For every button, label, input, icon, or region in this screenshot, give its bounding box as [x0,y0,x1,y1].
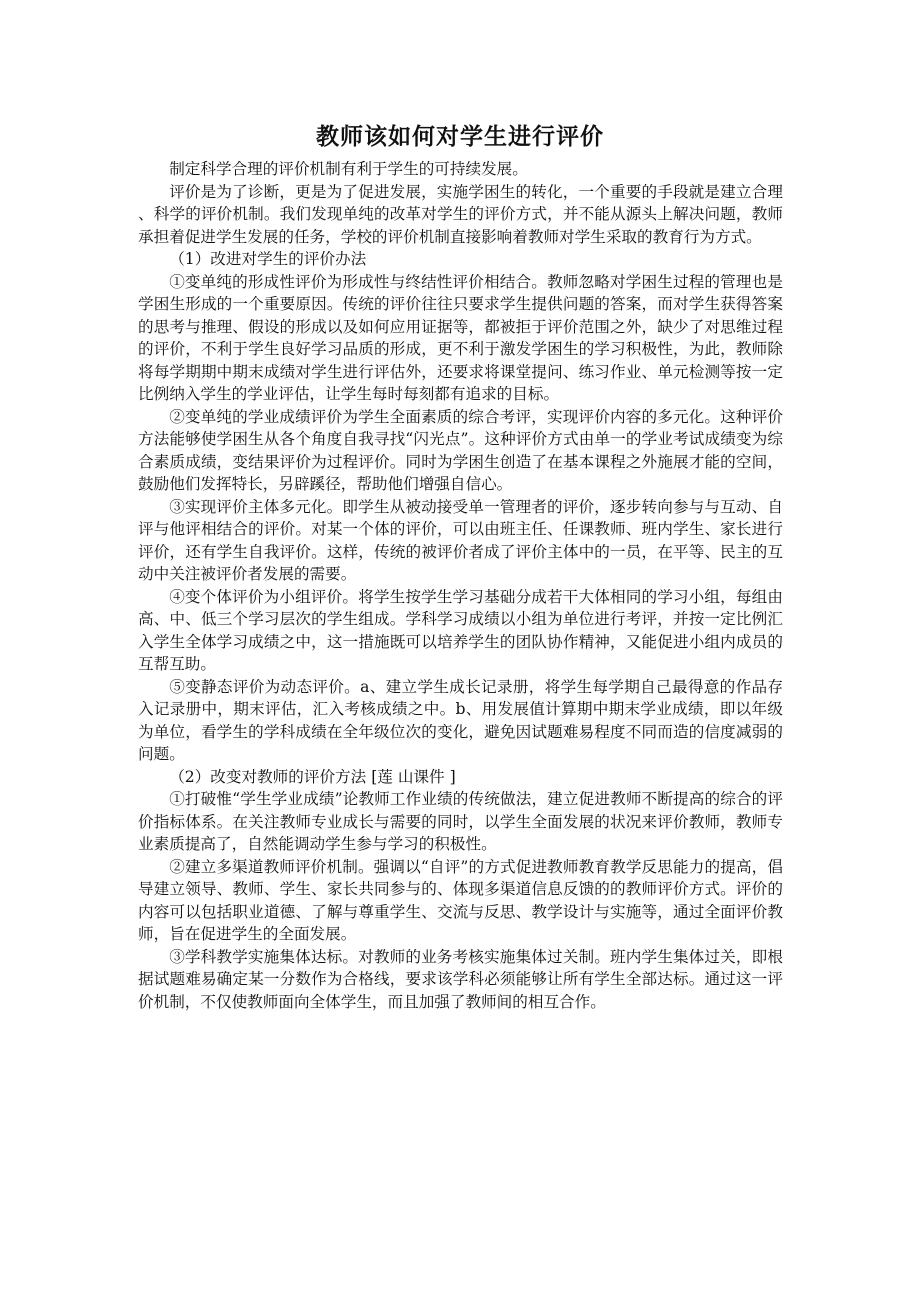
section-heading-teachers: （2）改变对教师的评价方法 [莲 山课件 ] [169,767,456,786]
paragraph-student-item-1: ①变单纯的形成性评价为形成性与终结性评价相结合。教师忽略对学困生过程的管理也是学困生形成的一个重要原因。传统的评价往往只要求学生提供问题的答案，而对学生获得答案的思考与推理、假设的形成以及如何应用证据等，都被拒于评价范围之外，缺少了对思维过程的评价，不利于学生良好学习品质的形成，更不利于激发学困生的学习积极性，为此，教师除将每学期期中期末成绩对学生进行评估外，还要求将课堂提问、练习作业、单元检测等按一定比例纳入学生的学业评估，让学生每时每刻都有追求的目标。 [138,272,783,403]
paragraph-purpose: 评价是为了诊断，更是为了促进发展，实施学困生的转化，一个重要的手段就是建立合理 、科学的评价机制。我们发现单纯的改革对学生的评价方式，并不能从源头上解决问题，教师承担着促进学生发展的任务，学校的评价机制直接影响着教师对学生采取的教育行为方式。 [138,182,783,246]
paragraph-teacher-item-3: ③学科教学实施集体达标。对教师的业务考核实施集体过关制。班内学生集体过关，即根据试题难易确定某一分数作为合格线，要求该学科必须能够让所有学生全部达标。通过这一评价机制，不仅使教师面向全体学生，而且加强了教师间的相互合作。 [138,947,783,1011]
document-body [138,158,783,1013]
paragraph-teacher-item-1: ①打破惟“学生学业成绩”论教师工作业绩的传统做法，建立促进教师不断提高的综合的评价指标体系。在关注教师专业成长与需要的同时，以学生全面发展的状况来评价教师，教师专业素质提高了，自然能调动学生参与学习的积极性。 [138,790,783,853]
document-title: 教师该如何对学生进行评价 [316,123,604,150]
paragraph-student-item-5: ⑤变静态评价为动态评价。a、建立学生成长记录册，将学生每学期自己最得意的作品存入记录册中，期末评估，汇入考核成绩之中。b、用发展值计算期中期末学业成绩，即以年级为单位，看学生的学科成绩在全年级位次的变化，避免因试题难易程度不同而造的信度减弱的问题。 [138,677,783,763]
paragraph-teacher-item-2: ②建立多渠道教师评价机制。强调以“自评”的方式促进教师教育教学反思能力的提高，倡导建立领导、教师、学生、家长共同参与的、体现多渠道信息反馈的的教师评价方式。评价的内容可以包括职业道德、了解与尊重学生、交流与反思、教学设计与实施等，通过全面评价教师，旨在促进学生的全面发展。 [138,857,783,943]
paragraph-student-item-2: ②变单纯的学业成绩评价为学生全面素质的综合考评，实现评价内容的多元化。这种评价方法能够使学困生从各个角度自我寻找“闪光点”。这种评价方式由单一的学业考试成绩变为综合素质成绩，变结果评价为过程评价。同时为学困生创造了在基本课程之外施展才能的空间，鼓励他们发挥特长，另辟蹊径，帮助他们增强自信心。 [138,407,783,493]
paragraph-student-item-4: ④变个体评价为小组评价。将学生按学生学习基础分成若干大体相同的学习小组，每组由高、中、低三个学习层次的学生组成。学科学习成绩以小组为单位进行考评，并按一定比例汇入学生全体学习成绩之中，这一措施既可以培养学生的团队协作精神，又能促进小组内成员的互帮互助。 [138,587,783,673]
paragraph-intro: 制定科学合理的评价机制有利于学生的可持续发展。 [169,160,528,178]
section-heading-students: （1）改进对学生的评价办法 [169,250,367,268]
paragraph-student-item-3: ③实现评价主体多元化。即学生从被动接受单一管理者的评价，逐步转向参与与互动、自评与他评相结合的评价。对某一个体的评价，可以由班主任、任课教师、班内学生、家长进行评价，还有学生自我评价。这样，传统的被评价者成了评价主体中的一员，在平等、民主的互动中关注被评价者发展的需要。 [138,497,783,583]
